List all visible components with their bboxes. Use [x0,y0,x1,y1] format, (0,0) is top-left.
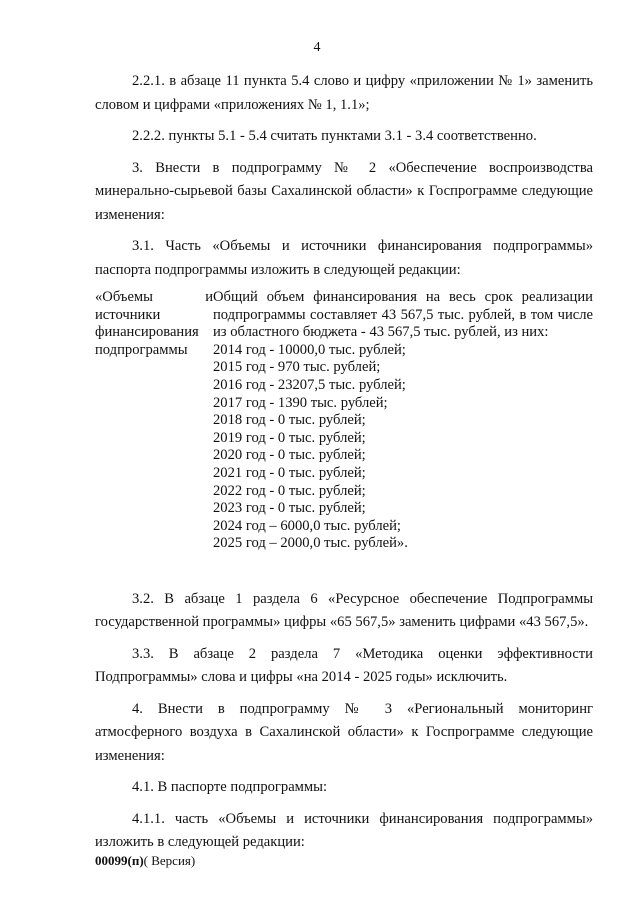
financing-table-label-cell [95,289,213,553]
paragraph-3-3: 3.3. В абзаце 2 раздела 7 «Методика оценки эффективности Подпрограммы» слова и цифры «на 2014 - 2025 годы» исключить. [95,645,593,686]
paragraph-3-2: 3.2. В абзаце 1 раздела 6 «Ресурсное обеспечение Подпрограммы государственной программы» цифры «65 567,5» заменить цифрами «43 567,5». [95,590,593,631]
year-line: 2018 год - 0 тыс. рублей; [213,412,366,429]
year-line: 2024 год – 6000,0 тыс. рублей; [213,517,401,534]
year-line: 2014 год - 10000,0 тыс. рублей; [213,341,406,358]
document-body [95,70,593,855]
label-line: источники [95,306,161,323]
paragraph-4-1: 4.1. В паспорте подпрограммы: [132,779,328,796]
label-line: финансирования [95,324,199,341]
financing-total-text: Общий объем финансирования на весь срок реализации подпрограммы составляет 43 567,5 тыс. рублей, в том числе из областного бюджета - 43 567,5 тыс. рублей, из них: [213,289,593,341]
document-version: ( Версия) [143,853,196,868]
year-line: 2025 год – 2000,0 тыс. рублей». [213,535,408,552]
year-line: 2022 год - 0 тыс. рублей; [213,482,366,499]
paragraph-3-1: 3.1. Часть «Объемы и источники финансирования подпрограммы» паспорта подпрограммы изложить в следующей редакции: [95,238,593,278]
paragraph-4: 4. Внести в подпрограмму № 3 «Региональный мониторинг атмосферного воздуха в Сахалинской области» к Госпрограмме следующие изменения: [95,700,593,764]
year-line: 2019 год - 0 тыс. рублей; [213,429,366,446]
paragraph-4-1-1: 4.1.1. часть «Объемы и источники финансирования подпрограммы» изложить в следующей редакции: [95,810,593,851]
document-footer [95,853,195,869]
document-code: 00099(п) [95,853,144,868]
financing-table-value-cell [213,289,593,553]
year-line: 2021 год - 0 тыс. рублей; [213,464,366,481]
year-line: 2016 год - 23207,5 тыс. рублей; [213,376,406,393]
paragraph-2-2-2: 2.2.2. пункты 5.1 - 5.4 считать пунктами 3.1 - 3.4 соответственно. [132,128,537,144]
financing-table [95,289,593,553]
year-line: 2020 год - 0 тыс. рублей; [213,447,366,464]
year-line: 2017 год - 1390 тыс. рублей; [213,394,388,411]
paragraph-3: 3. Внести в подпрограмму № 2 «Обеспечение воспроизводства минерально-сырьевой базы Сахалинской области» к Госпрограмме следующие изменения: [95,159,593,223]
label-line: подпрограммы [95,341,188,358]
paragraph-2-2-1: 2.2.1. в абзаце 11 пункта 5.4 слово и цифру «приложении № 1» заменить словом и цифрами «приложениях № 1, 1.1»; [95,73,593,113]
label-word-volumes: «Объемы [95,289,153,305]
label-word-and: и [205,289,213,305]
year-line: 2015 год - 970 тыс. рублей; [213,359,381,376]
page-number: 4 [313,40,321,55]
year-line: 2023 год - 0 тыс. рублей; [213,500,366,517]
